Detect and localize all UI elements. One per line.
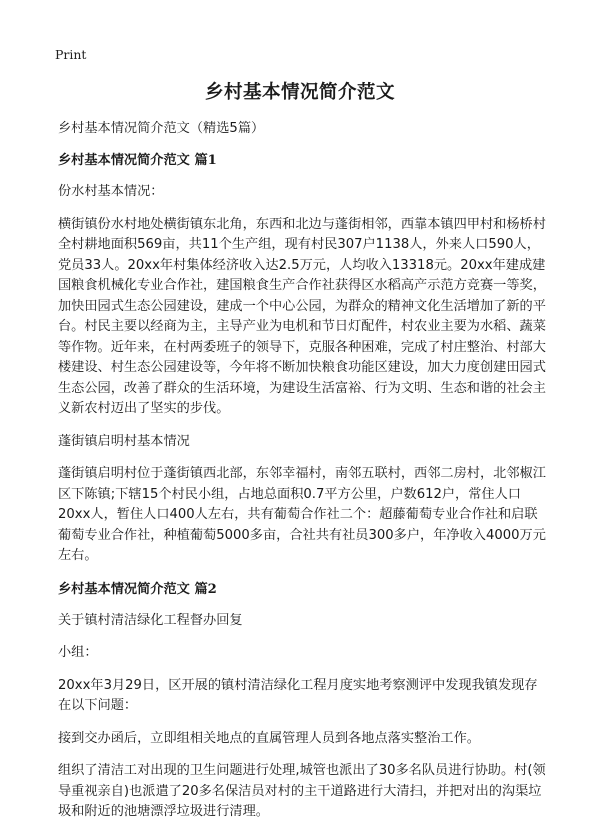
paragraph: 蓬街镇启明村基本情况 <box>58 433 190 449</box>
section-heading-2: 乡村基本情况简介范文 篇2 <box>58 581 217 597</box>
document-body <box>58 119 550 823</box>
paragraph: 蓬街镇启明村位于蓬街镇西北部，东邻幸福村，南邻五联村，西邻二房村，北邻椒江区下陈镇;下辖15个村民小组，占地总面积0.7平方公里，户数612户，常住人口20xx人，暂住人口400人左右，共有葡萄合作社二个：超藤葡萄专业合作社和启联葡萄专业合作社，种植葡萄5000多亩，合社共有社员300多户，年净收入4000万元左右。 <box>58 466 546 563</box>
paragraph: 关于镇村清洁绿化工程督办回复 <box>58 612 243 628</box>
page-title: 乡村基本情况简介范文 <box>204 82 395 103</box>
print-link[interactable]: Print <box>55 47 87 62</box>
paragraph: 20xx年3月29日，区开展的镇村清洁绿化工程月度实地考察测评中发现我镇发现存在以下问题： <box>58 677 538 713</box>
paragraph: 份水村基本情况： <box>58 184 164 199</box>
section-heading-1: 乡村基本情况简介范文 篇1 <box>58 153 217 168</box>
paragraph: 横街镇份水村地处横街镇东北角，东西和北边与蓬街相邻，西靠本镇四甲村和杨桥村全村耕地面积569亩，共11个生产组，现有村民307户1138人，外来人口590人，党员33人。20xx年村集体经济收入达2.5万元，人均收入13318元。20xx年建成建国粮食机械化专业合作社，建国粮食生产合作社获得区水稻高产示范方竞赛一等奖，加快田园式生态公园建设，建成一个中心公园，为群众的精神文化生活增加了新的平台。村民主要以经商为主，主导产业为电机和节日灯配件，村农业主要为水稻、蔬菜等作物。近年来，在村两委班子的领导下，克服各种困难，完成了村庄整治、村部大楼建设、村生态公园建设等，今年将不断加快粮食功能区建设，加大力度创建田园式生态公园，改善了群众的生活环境，为建设生活富裕、行为文明、生态和谐的社会主义新农村迈出了坚实的步伐。 <box>58 216 546 416</box>
document-subtitle: 乡村基本情况简介范文（精选5篇） <box>58 121 265 136</box>
paragraph: 接到交办函后，立即组相关地点的直属管理人员到各地点落实整治工作。 <box>58 730 480 746</box>
paragraph: 小组： <box>58 645 98 660</box>
paragraph: 组织了清洁工对出现的卫生问题进行处理,城管也派出了30多名队员进行协助。村(领导重视亲自)也派遣了20多名保洁员对村的主干道路进行大清扫，并把对出的沟渠垃圾和附近的池塘漂浮垃圾进行清理。 <box>58 763 546 819</box>
